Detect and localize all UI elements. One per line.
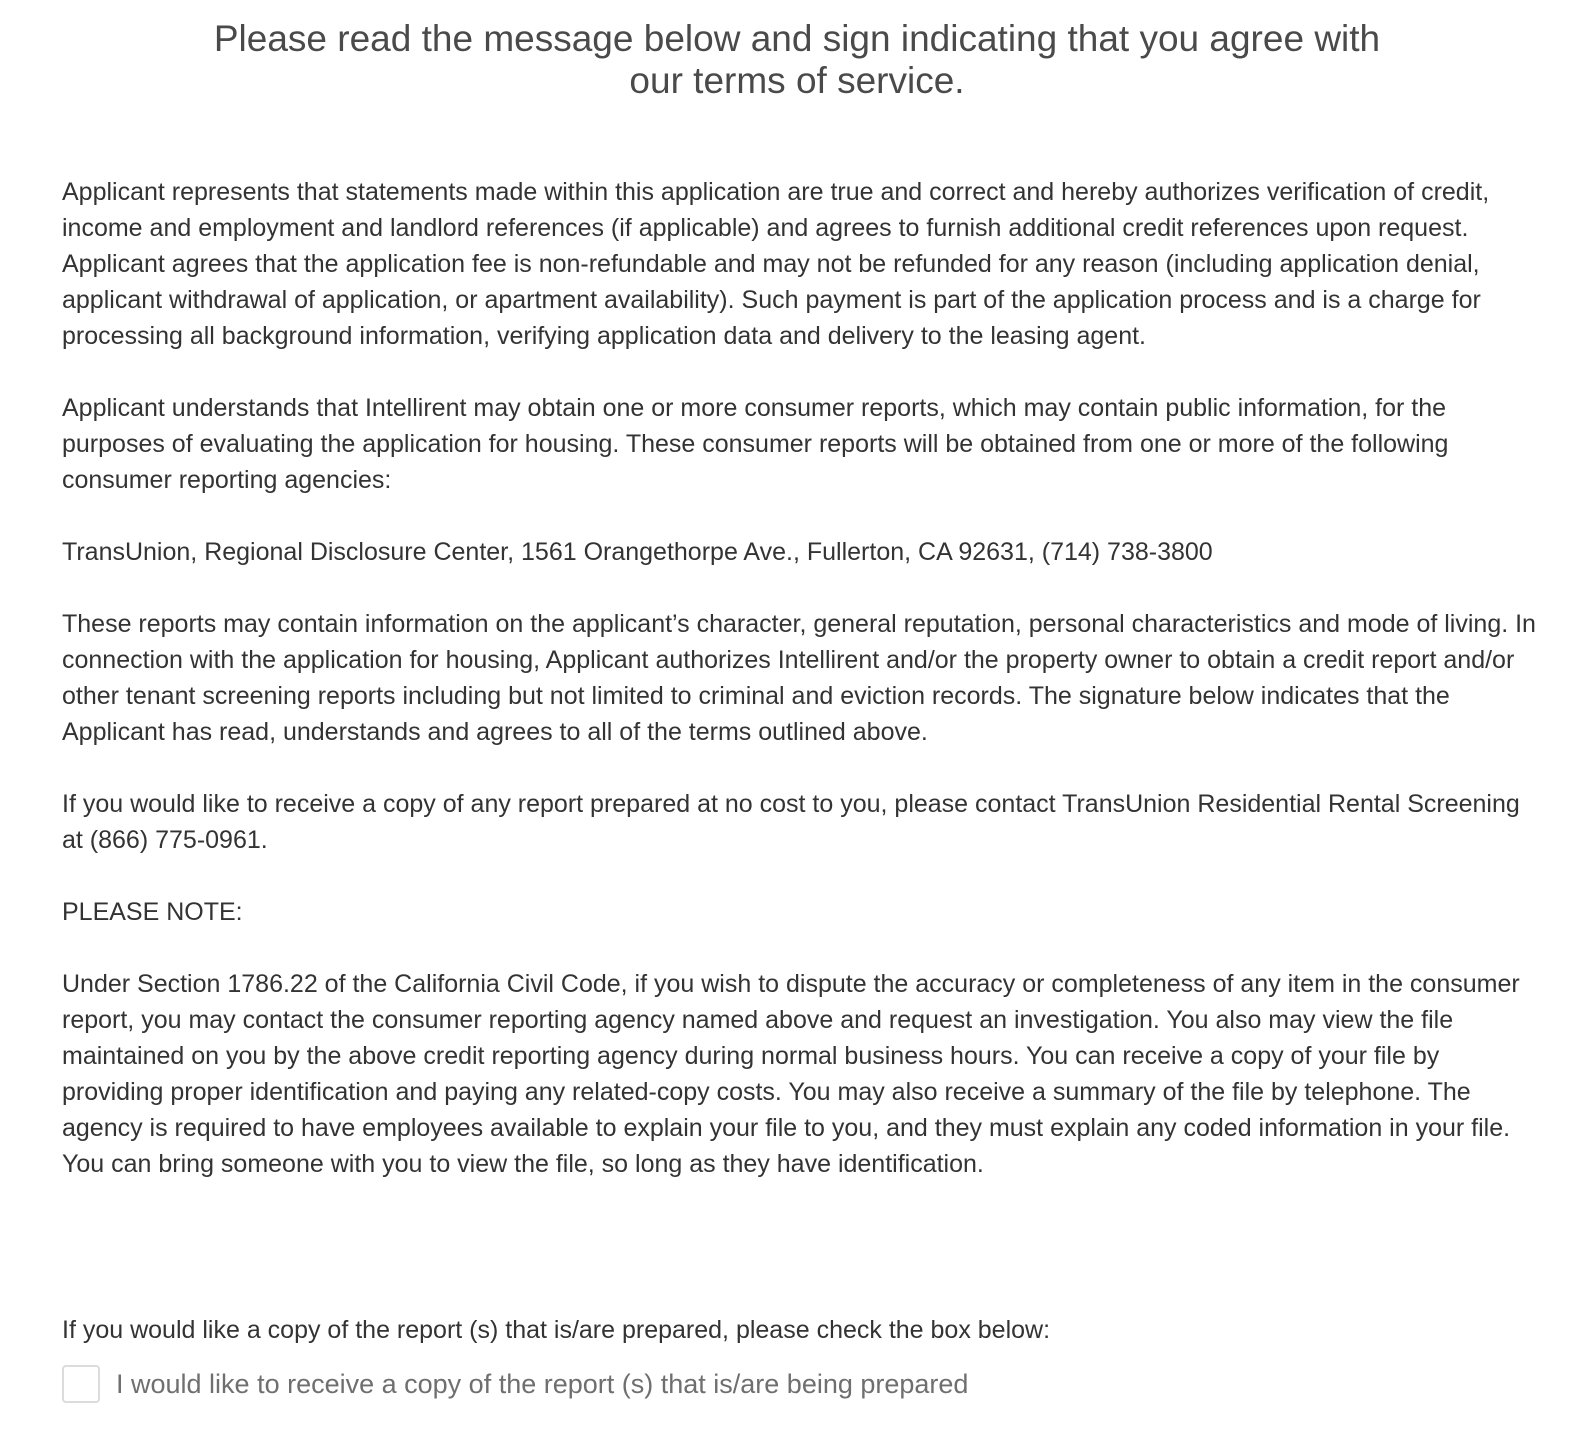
terms-of-service-text xyxy=(62,174,1540,1218)
terms-paragraph-free-copy: If you would like to receive a copy of any report prepared at no cost to you, please contact TransUnion Residential Rental Screening at (866) 775-0961. xyxy=(62,790,1520,854)
terms-paragraph-consumer-reports: Applicant understands that Intellirent may obtain one or more consumer reports, which may contain public information, for the purposes of evaluating the application for housing. These consumer reports will be obtained from one or more of the following consumer reporting agencies: xyxy=(62,394,1449,494)
terms-paragraph-authorization: Applicant represents that statements made within this application are true and correct and hereby authorizes verification of credit, income and employment and landlord references (if applicable) and agrees to furnish additional credit references upon request. Applicant agrees that the application fee is non-refundable and may not be refunded for any reason (including application denial, applicant withdrawal of application, or apartment availability). Such payment is part of the application process and is a charge for processing all background information, verifying application data and delivery to the leasing agent. xyxy=(62,178,1490,350)
agency-details: , Regional Disclosure Center, 1561 Orangethorpe Ave., Fullerton, CA 92631, (714) 738-3800 xyxy=(190,538,1213,566)
please-note-heading: PLEASE NOTE: xyxy=(62,898,243,926)
copy-request-prompt: If you would like a copy of the report (s) that is/are prepared, please check the box below: xyxy=(62,1316,1051,1344)
copy-request-checkbox-row[interactable] xyxy=(62,1365,968,1403)
copy-request-checkbox[interactable] xyxy=(62,1365,100,1403)
page-title xyxy=(0,18,1594,102)
page-title-line-1: Please read the message below and sign indicating that you agree with xyxy=(213,18,1381,59)
terms-paragraph-report-contents: These reports may contain information on the applicant’s character, general reputation, personal characteristics and mode of living. In connection with the application for housing, Applicant authorizes Intellirent and/or the property owner to obtain a credit report and/or other tenant screening reports including but not limited to criminal and eviction records. The signature below indicates that the Applicant has read, understands and agrees to all of the terms outlined above. xyxy=(62,610,1536,746)
agency-name: TransUnion xyxy=(62,538,191,566)
terms-paragraph-civil-code: Under Section 1786.22 of the California Civil Code, if you wish to dispute the accuracy or completeness of any item in the consumer report, you may contact the consumer reporting agency named above and request an investigation. You also may view the file maintained on you by the above credit reporting agency during normal business hours. You can receive a copy of your file by providing proper identification and paying any related-copy costs. You may also receive a summary of the file by telephone. The agency is required to have employees available to explain your file to you, and they must explain any coded information in your file. You can bring someone with you to view the file, so long as they have identification. xyxy=(62,970,1520,1178)
terms-paragraph-agency xyxy=(62,534,1540,570)
page-title-line-2: our terms of service. xyxy=(629,60,965,101)
copy-request-checkbox-label[interactable]: I would like to receive a copy of the report (s) that is/are being prepared xyxy=(116,1369,969,1399)
